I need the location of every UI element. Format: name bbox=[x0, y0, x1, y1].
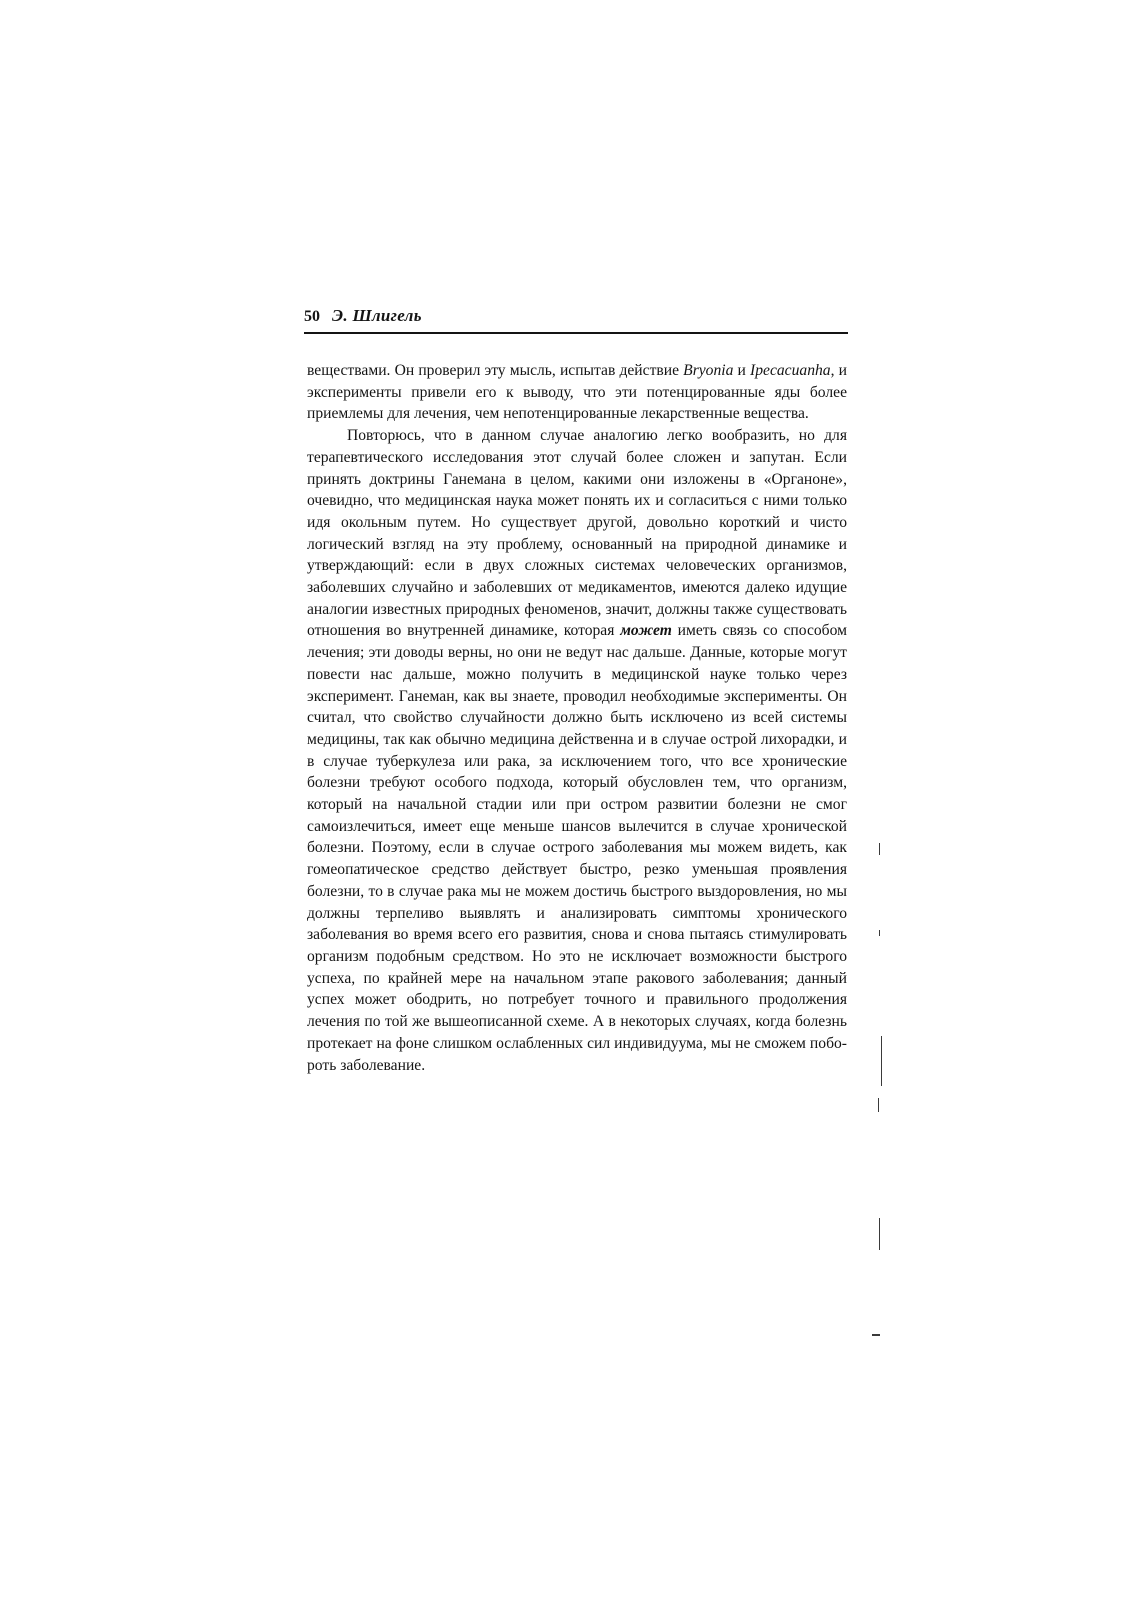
text-run: Повторюсь, что в данном случае аналогию легко вообразить, но для терапевтического исследования этот случай более сложен и запутан. Если принять доктрины Ганемана в целом, какими они изложены в «Органоне», очевидно, что медицинская наука может понять их и согласиться с ними только идя окольным путем. Но существует другой, довольно короткий и чисто логический взгляд на эту проблему, основанный на природной динамике и утверждающий: если в двух сложных системах человеческих организмов, заболевших случайно и заболевших от медикаментов, имеются далеко идущие аналогии известных природных феноменов, значит, должны также существовать отношения во внутренней динамике, которая bbox=[307, 427, 847, 640]
scan-artifact-mark bbox=[879, 930, 880, 936]
emphasis-mozhet: может bbox=[620, 622, 672, 640]
text-run: веществами. Он проверил эту мысль, испытав действие bbox=[307, 362, 684, 379]
text-run: и bbox=[733, 362, 751, 379]
text-run: , и эксперименты привели его к выводу, что эти потенцированные яды более приемлемы для лечения, чем непотенцированные лекарственные вещества. bbox=[307, 362, 847, 423]
paragraph bbox=[307, 425, 847, 1076]
scan-artifact-mark bbox=[878, 1098, 879, 1112]
scan-artifact-mark bbox=[872, 1334, 880, 1336]
text-run: иметь связь со способом лечения; эти доводы верны, но они не ведут нас дальше. Данные, которые могут повести нас дальше, можно получить в медицинской науке только через эксперимент. Ганеман, как вы знаете, проводил необходимые эксперименты. Он считал, что свойство случайности должно быть исключено из всей системы медицины, так как обычно медицина действенна и в случае острой лихорадки, и в случае туберкулеза или рака, за исключением того, что все хронические болезни требуют особого подхода, который обусловлен тем, что организм, который на начальной стадии или при остром развитии болезни не смог самоизлечиться, имеет еще меньше шансов вылечится в случае хронической болезни. Поэтому, если в случае острого заболевания мы можем видеть, как гомеопатическое средство действует быстро, резко уменьшая проявления болезни, то в случае рака мы не можем достичь быстрого выздоровления, но мы должны терпеливо выявлять и анализировать симптомы хронического заболевания во время всего его развития, снова и снова пытаясь стимулировать организм подобным средством. Но это не исключает возможности быстрого успеха, по крайней мере на начальном этапе ракового заболевания; данный успех может ободрить, но потребует точного и правильного продолжения лечения по той же вышеописанной схеме. А в некоторых случаях, когда болезнь протекает на фоне слишком ослабленных сил индивидуума, мы не сможем побороть заболевание. bbox=[307, 622, 847, 1074]
scan-artifact-mark bbox=[881, 1036, 882, 1086]
running-head-author: Э. Шлигель bbox=[332, 306, 422, 325]
header-rule bbox=[304, 332, 848, 334]
body-text bbox=[307, 360, 847, 1076]
page-header bbox=[304, 306, 848, 330]
scan-artifact-mark bbox=[879, 843, 880, 855]
paragraph-continuation bbox=[307, 360, 847, 425]
italic-term-ipecacuanha: Ipecacuanha bbox=[750, 362, 831, 379]
italic-term-bryonia: Bryonia bbox=[683, 362, 734, 379]
scan-artifact-mark bbox=[879, 1218, 880, 1250]
page-number: 50 bbox=[304, 308, 320, 325]
